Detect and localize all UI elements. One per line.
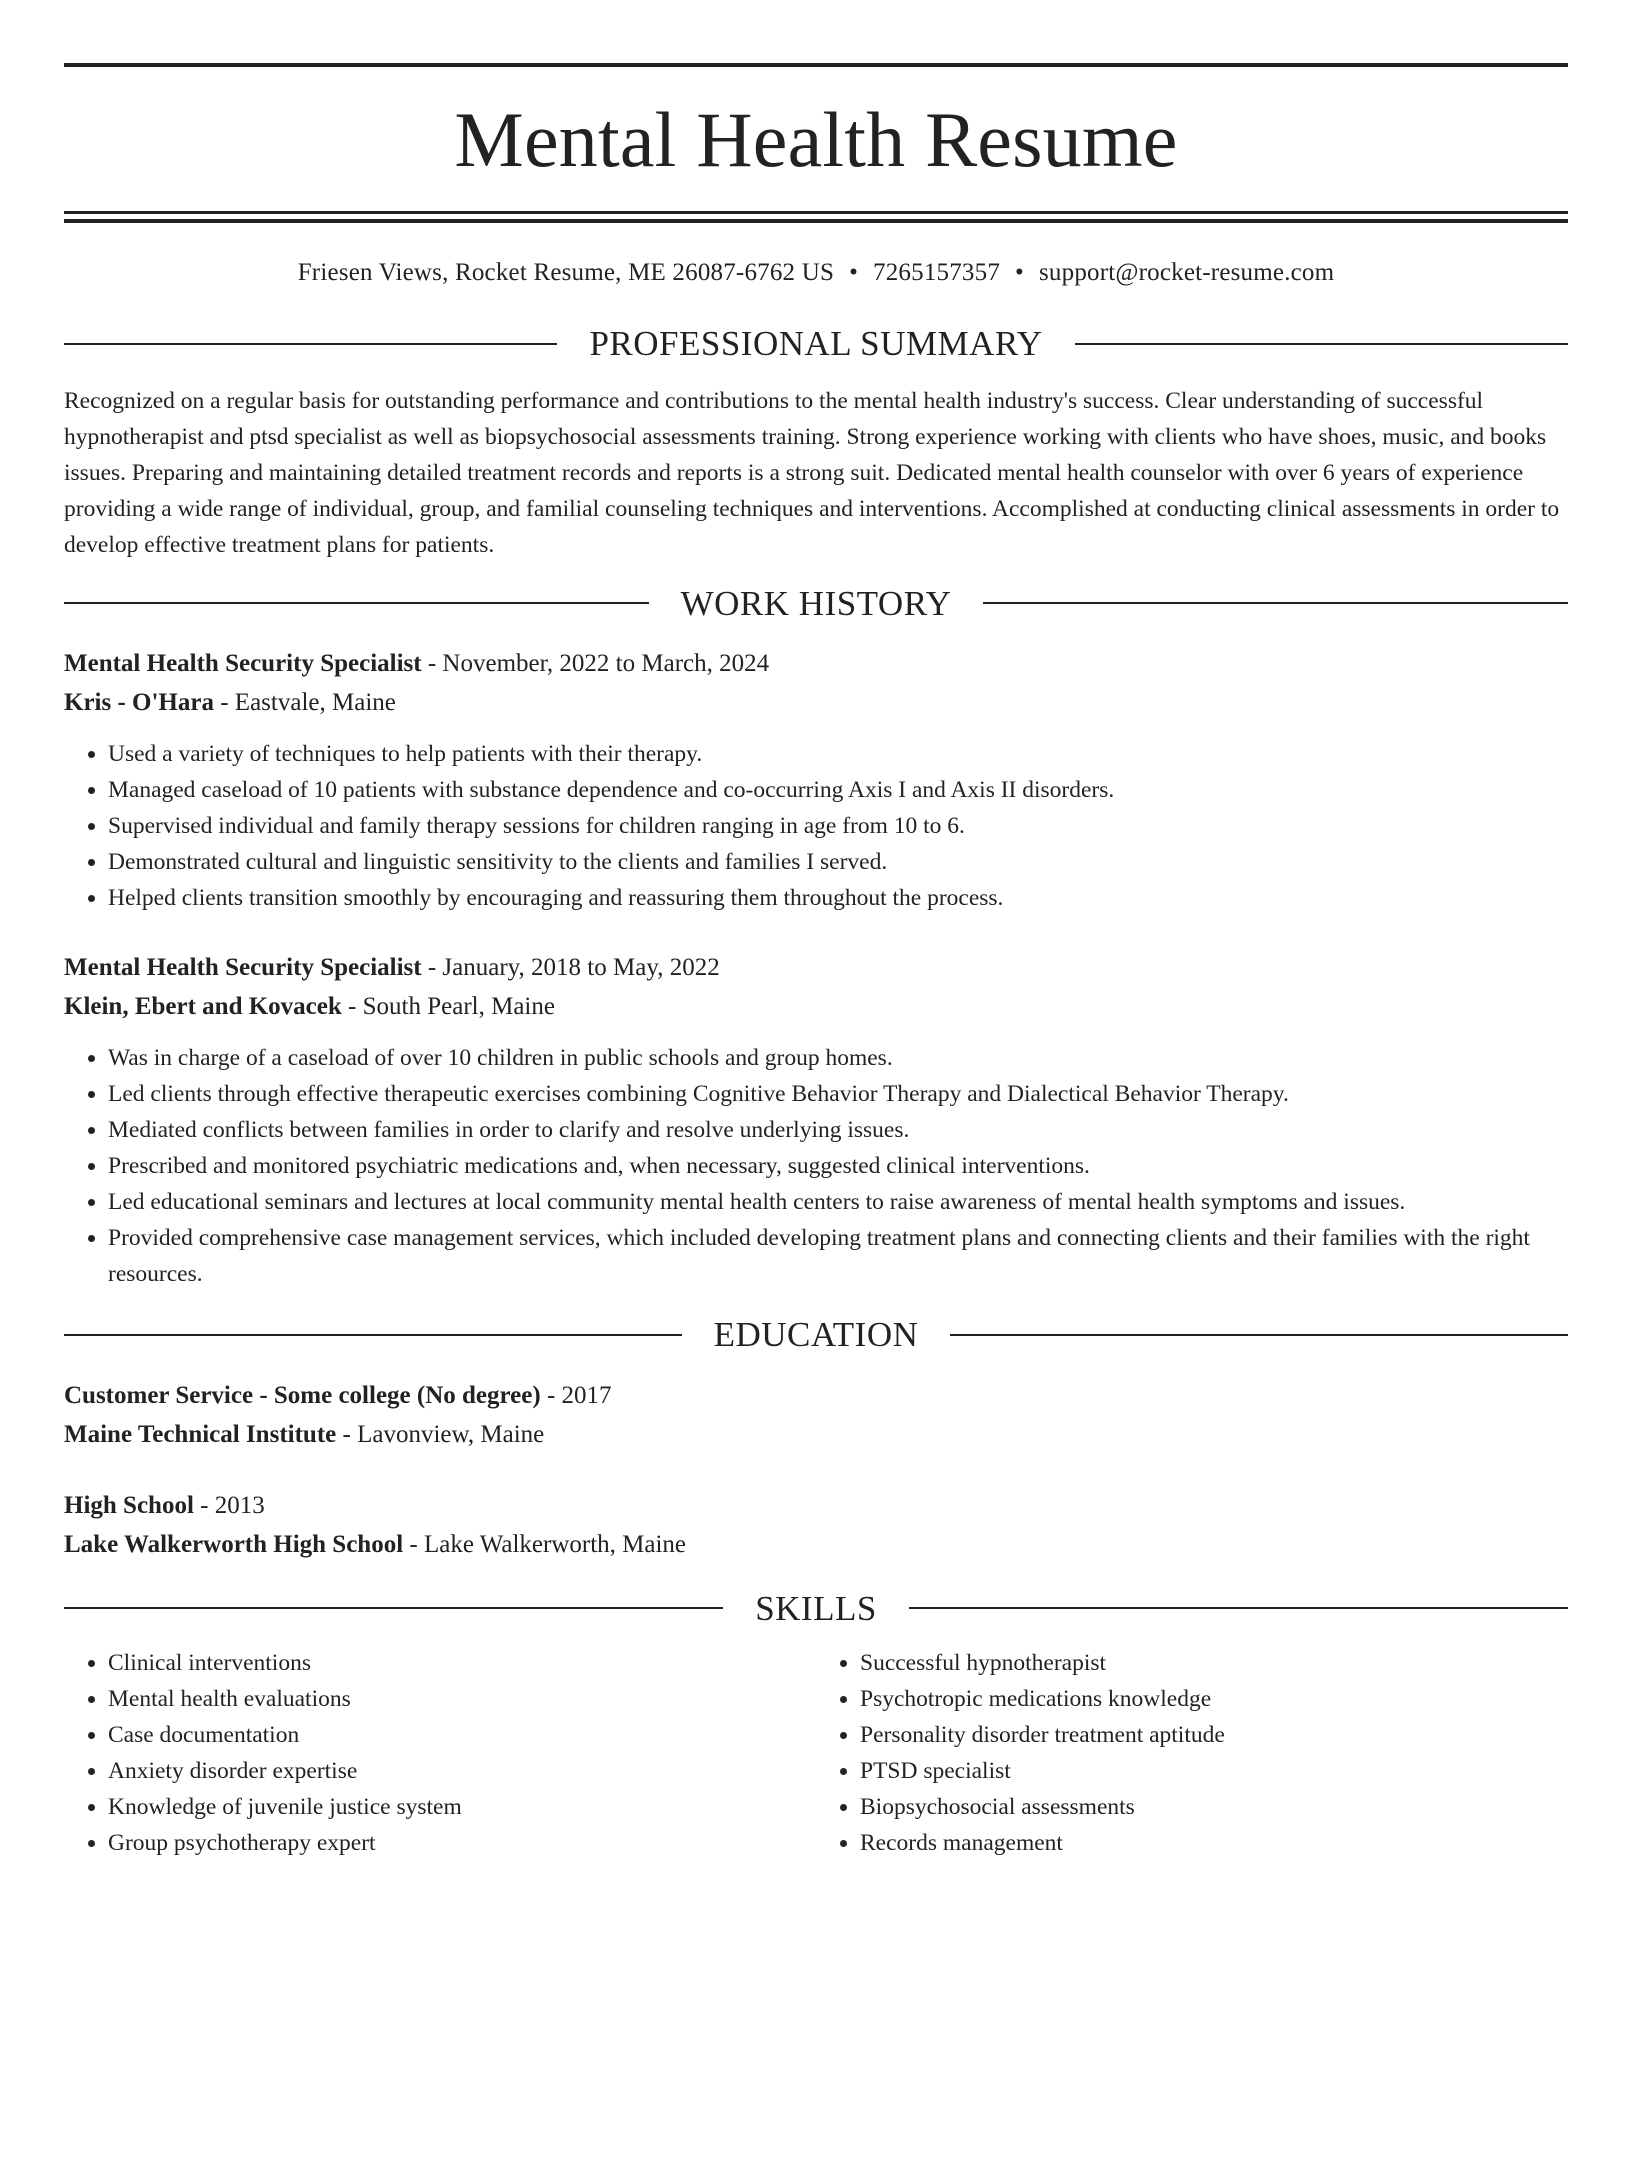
job-bullets: [64, 1040, 1568, 1292]
job-bullet: • Demonstrated cultural and linguistic sensitivity to the clients and families I served.: [108, 844, 1568, 880]
job-bullet: • Was in charge of a caseload of over 10 children in public schools and group homes.: [108, 1040, 1568, 1076]
education-year: - 2017: [540, 1381, 612, 1409]
section-rule: [64, 343, 557, 345]
summary-section-heading: [64, 321, 1568, 367]
job-bullet: • Supervised individual and family therapy sessions for children ranging in age from 10 to 6.: [108, 808, 1568, 844]
education-location: - Lake Walkerworth, Maine: [403, 1530, 687, 1558]
contact-line: [64, 259, 1568, 287]
section-rule: [909, 1607, 1568, 1609]
job-title: Mental Health Security Specialist: [64, 954, 422, 981]
contact-address: Friesen Views, Rocket Resume, ME 26087-6762 US: [297, 259, 835, 286]
skills-section-heading: [64, 1586, 1568, 1632]
skills-list: [64, 1645, 1568, 1861]
section-rule: [1075, 343, 1568, 345]
contact-email: support@rocket-resume.com: [1038, 259, 1335, 286]
summary-heading: PROFESSIONAL SUMMARY: [589, 324, 1043, 363]
section-rule: [64, 1334, 682, 1336]
job-entry: [64, 644, 1568, 916]
skills-heading: SKILLS: [755, 1588, 877, 1628]
skill-item: • Biopsychosocial assessments: [860, 1789, 1568, 1825]
skill-item: • Case documentation: [108, 1717, 816, 1753]
job-bullet: • Used a variety of techniques to help patients with their therapy.: [108, 736, 1568, 772]
education-degree-row: [64, 1376, 1568, 1415]
section-rule: [64, 1607, 723, 1609]
education-degree: High School: [64, 1491, 194, 1519]
job-entry: [64, 948, 1568, 1292]
education-school: Maine Technical Institute: [64, 1420, 337, 1448]
skill-item: • Mental health evaluations: [108, 1681, 816, 1717]
skill-item: • Knowledge of juvenile justice system: [108, 1789, 816, 1825]
job-location: - South Pearl, Maine: [341, 993, 555, 1020]
education-degree: Customer Service - Some college (No degree): [64, 1381, 541, 1409]
job-dates: - November, 2022 to March, 2024: [421, 650, 770, 677]
job-bullet: • Helped clients transition smoothly by encouraging and reassuring them throughout the process.: [108, 880, 1568, 916]
job-title: Mental Health Security Specialist: [64, 650, 422, 677]
education-school: Lake Walkerworth High School: [64, 1530, 404, 1558]
job-bullet: • Managed caseload of 10 patients with substance dependence and co-occurring Axis I and Axis II disorders.: [108, 772, 1568, 808]
contact-phone: 7265157357: [873, 259, 1001, 286]
education-heading: EDUCATION: [713, 1315, 919, 1354]
work-section-heading: [64, 581, 1568, 627]
job-bullet: • Led clients through effective therapeutic exercises combining Cognitive Behavior Therapy and Dialectical Behavior Therapy.: [108, 1076, 1568, 1112]
job-bullet: • Provided comprehensive case management services, which included developing treatment plans and connecting clients and their families with the right resources.: [108, 1220, 1568, 1292]
skill-item: • Anxiety disorder expertise: [108, 1753, 816, 1789]
contact-separator: •: [1015, 259, 1024, 286]
skill-item: • Clinical interventions: [108, 1645, 816, 1681]
skill-item: • Psychotropic medications knowledge: [860, 1681, 1568, 1717]
skill-item: • Successful hypnotherapist: [860, 1645, 1568, 1681]
education-section-heading: [64, 1312, 1568, 1358]
skill-item: • Records management: [860, 1825, 1568, 1861]
section-rule: [950, 1334, 1568, 1336]
job-title-row: [64, 644, 1568, 683]
work-heading: WORK HISTORY: [680, 583, 952, 623]
job-dates: - January, 2018 to May, 2022: [421, 954, 720, 981]
education-degree-row: [64, 1486, 1568, 1525]
skills-column-left: [64, 1645, 816, 1861]
education-location: - Lavonview, Maine: [336, 1420, 545, 1448]
job-location: - Eastvale, Maine: [213, 689, 396, 716]
summary-text: Recognized on a regular basis for outstanding performance and contributions to the mental health industry's success. Clear understanding of successful hypnotherapist and ptsd specialist as well as biopsychosocial assessments training. Strong experience working with clients who have shoes, music, and books issues. Preparing and maintaining detailed treatment records and reports is a strong suit. Dedicated mental health counselor with over 6 years of experience providing a wide range of individual, group, and familial counseling techniques and interventions. Accomplished at conducting clinical assessments in order to develop effective treatment plans for patients.: [64, 387, 1560, 558]
job-company: Kris - O'Hara: [64, 689, 214, 716]
education-school-row: [64, 1415, 1568, 1454]
job-bullets: [64, 736, 1568, 916]
job-bullet: • Prescribed and monitored psychiatric medications and, when necessary, suggested clinical interventions.: [108, 1148, 1568, 1184]
education-entry: [64, 1486, 1568, 1564]
education-school-row: [64, 1525, 1568, 1564]
title-double-rule: [64, 211, 1568, 223]
education-entry: [64, 1376, 1568, 1454]
skill-item: • Personality disorder treatment aptitude: [860, 1717, 1568, 1753]
education-year: - 2013: [193, 1491, 265, 1519]
section-rule: [64, 602, 649, 604]
resume-page: [0, 63, 1632, 2175]
skills-column-right: [816, 1645, 1568, 1861]
job-bullet: • Led educational seminars and lectures at local community mental health centers to raise awareness of mental health symptoms and issues.: [108, 1184, 1568, 1220]
job-company-row: [64, 683, 1568, 722]
job-bullet: • Mediated conflicts between families in order to clarify and resolve underlying issues.: [108, 1112, 1568, 1148]
skill-item: • PTSD specialist: [860, 1753, 1568, 1789]
job-company-row: [64, 987, 1568, 1026]
job-company: Klein, Ebert and Kovacek: [64, 993, 342, 1020]
resume-title: Mental Health Resume: [454, 96, 1178, 183]
skill-item: • Group psychotherapy expert: [108, 1825, 816, 1861]
job-title-row: [64, 948, 1568, 987]
section-rule: [983, 602, 1568, 604]
contact-separator: •: [849, 259, 859, 286]
